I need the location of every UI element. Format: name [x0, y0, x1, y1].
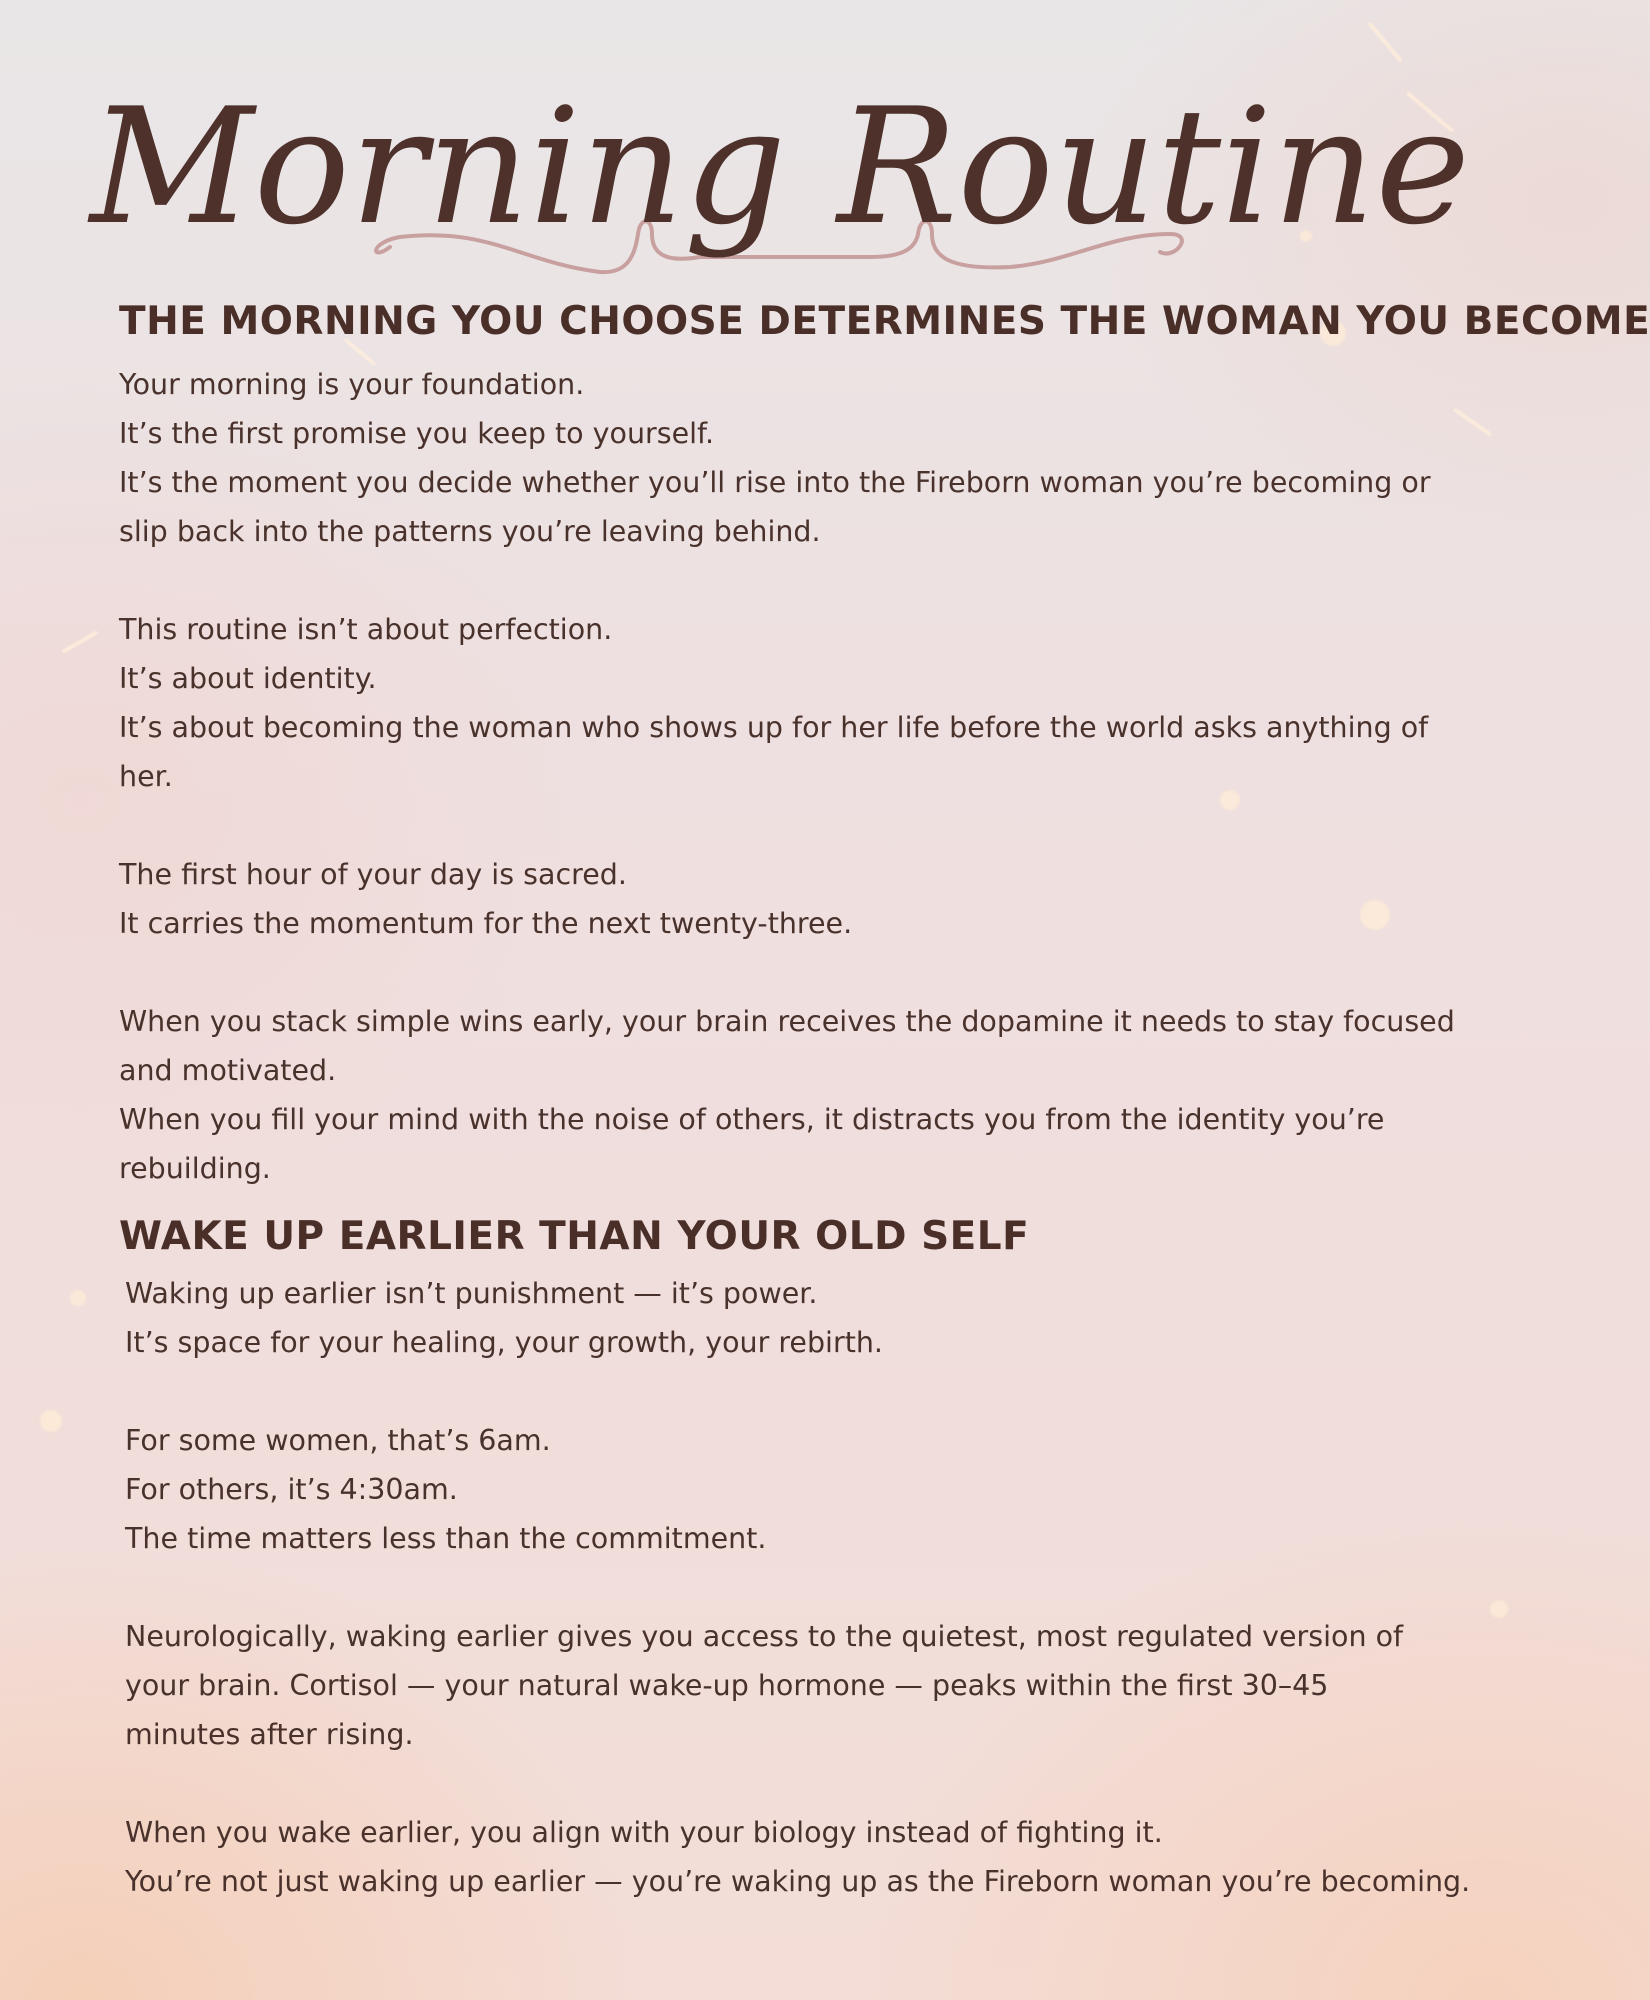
- body-line: For some women, that’s 6am.: [125, 1424, 551, 1457]
- ember-decoration: [62, 630, 99, 653]
- body-line: minutes after rising.: [125, 1718, 414, 1751]
- sparkle-decoration: [40, 1410, 62, 1432]
- body-line: Your morning is your foundation.: [119, 368, 585, 401]
- section-heading-wake-up: WAKE UP EARLIER THAN YOUR OLD SELF: [119, 1214, 1030, 1259]
- body-line: It’s about becoming the woman who shows up for her life before the world asks anything of: [119, 711, 1429, 744]
- body-line: This routine isn’t about perfection.: [119, 613, 613, 646]
- body-line: her.: [119, 760, 173, 793]
- body-line: It’s about identity.: [119, 662, 377, 695]
- body-line: For others, it’s 4:30am.: [125, 1473, 458, 1506]
- body-line: Waking up earlier isn’t punishment — it’s power.: [125, 1277, 818, 1310]
- body-line: The time matters less than the commitment.: [125, 1522, 767, 1555]
- body-line: The first hour of your day is sacred.: [119, 858, 627, 891]
- sparkle-decoration: [70, 1290, 86, 1306]
- body-line: When you wake earlier, you align with your biology instead of fighting it.: [125, 1816, 1163, 1849]
- ember-decoration: [1453, 407, 1492, 436]
- body-line: Neurologically, waking earlier gives you access to the quietest, most regulated version of: [125, 1620, 1404, 1653]
- body-line: your brain. Cortisol — your natural wake-up hormone — peaks within the first 30–45: [125, 1669, 1329, 1702]
- page-title: Morning Routine: [89, 73, 1471, 260]
- body-line: rebuilding.: [119, 1152, 271, 1185]
- section-heading-main: THE MORNING YOU CHOOSE DETERMINES THE WOMAN YOU BECOME: [119, 299, 1650, 344]
- body-line: When you stack simple wins early, your brain receives the dopamine it needs to stay focused: [119, 1005, 1455, 1038]
- body-line: slip back into the patterns you’re leaving behind.: [119, 515, 821, 548]
- body-line: It carries the momentum for the next twenty-three.: [119, 907, 853, 940]
- body-line: It’s space for your healing, your growth, your rebirth.: [125, 1326, 883, 1359]
- sparkle-decoration: [1490, 1600, 1508, 1618]
- document-body: [119, 292, 1650, 1906]
- body-line: It’s the first promise you keep to yourself.: [119, 417, 715, 450]
- wake-up-section: [119, 1269, 1471, 1906]
- title-logo: [89, 12, 1471, 302]
- body-line: It’s the moment you decide whether you’ll rise into the Fireborn woman you’re becoming or: [119, 466, 1431, 499]
- ember-decoration: [1367, 22, 1402, 63]
- body-line: and motivated.: [119, 1054, 337, 1087]
- body-line: You’re not just waking up earlier — you’re waking up as the Fireborn woman you’re becoming.: [125, 1865, 1471, 1898]
- body-line: When you fill your mind with the noise of others, it distracts you from the identity you’re: [119, 1103, 1385, 1136]
